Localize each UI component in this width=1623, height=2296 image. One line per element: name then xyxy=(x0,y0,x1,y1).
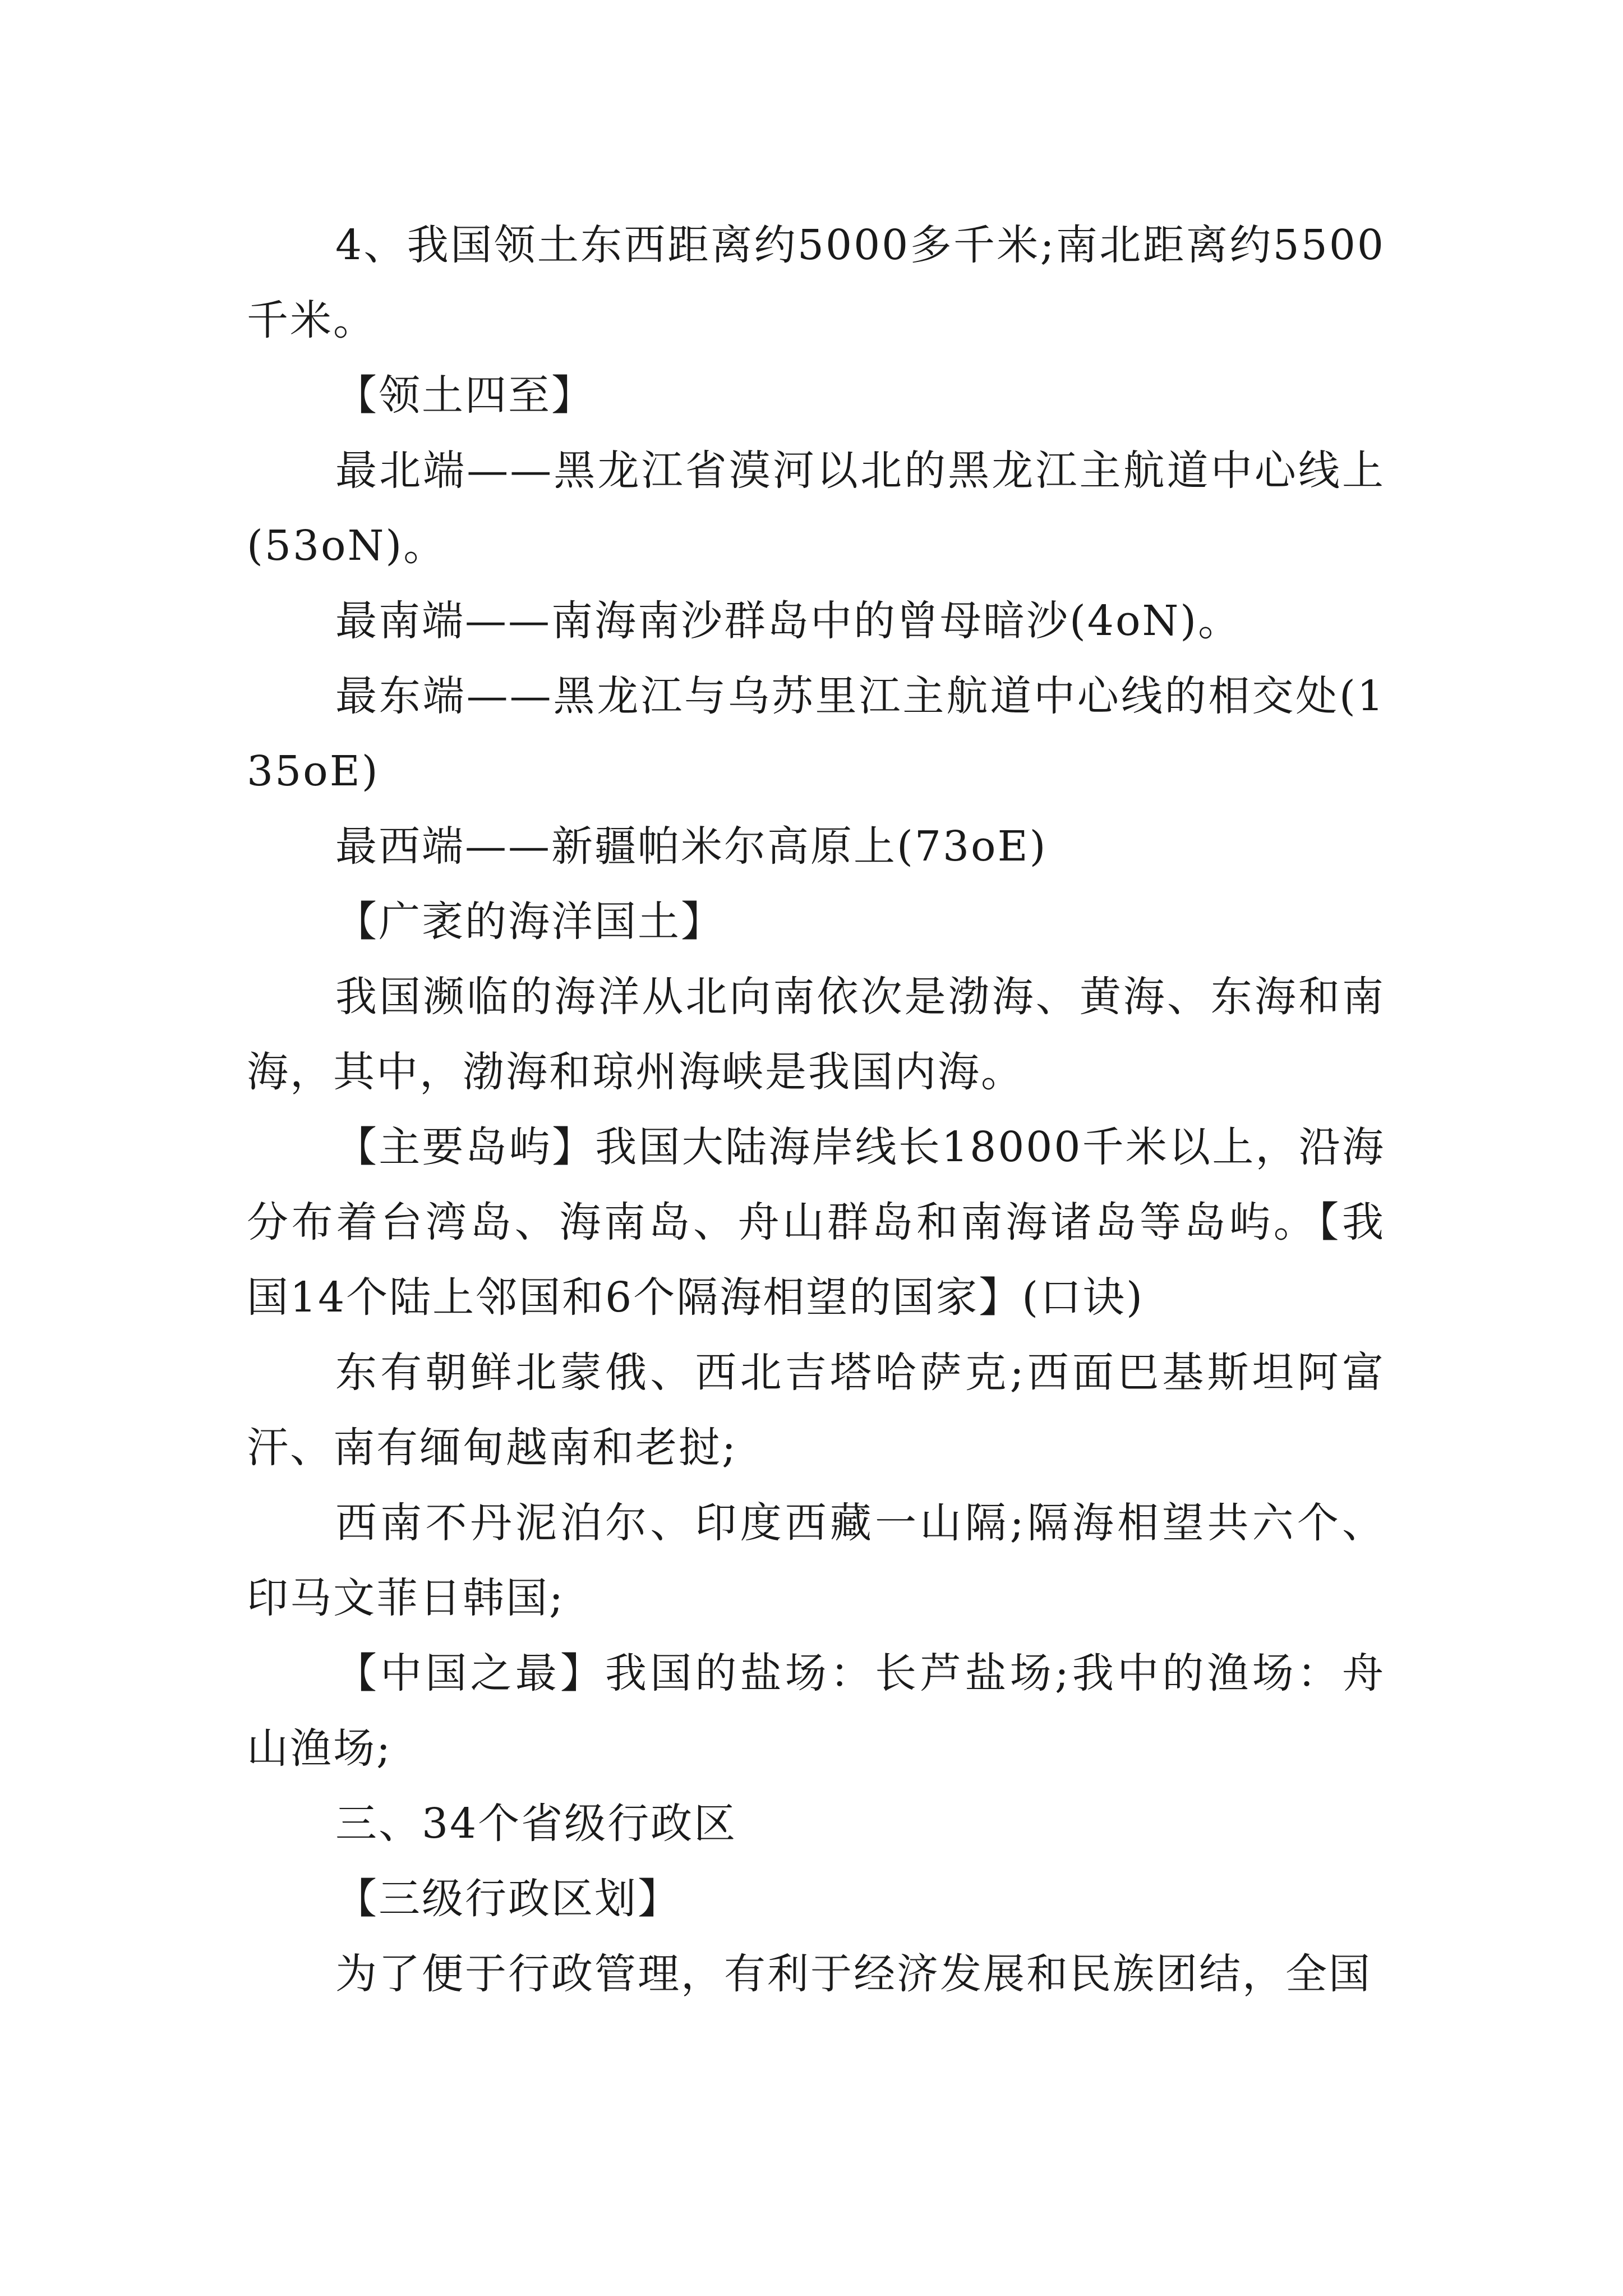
paragraph-southernmost: 最南端——南海南沙群岛中的曾母暗沙(4oN)。 xyxy=(335,597,1242,645)
heading-marine-territory: 【广袤的海洋国土】 xyxy=(335,898,724,946)
paragraph-seas: 我国濒临的海洋从北向南依次是渤海、黄海、东海和南海，其中，渤海和琼州海峡是我国内海。 xyxy=(247,973,1385,1096)
paragraph-territory-distance: 4、我国领土东西距离约5000多千米;南北距离约5500千米。 xyxy=(247,221,1385,344)
heading-three-level-divisions: 【三级行政区划】 xyxy=(335,1875,681,1923)
paragraph-neighbors-mnemonic-1: 东有朝鲜北蒙俄、西北吉塔哈萨克;西面巴基斯坦阿富汗、南有缅甸越南和老挝; xyxy=(247,1349,1385,1472)
paragraph-administrative-purpose: 为了便于行政管理，有利于经济发展和民族团结，全国 xyxy=(335,1950,1372,1998)
paragraph-main-islands: 【主要岛屿】我国大陆海岸线长18000千米以上，沿海分布着台湾岛、海南岛、舟山群岛和南海诸岛等岛屿。【我国14个陆上邻国和6个隔海相望的国家】(口诀) xyxy=(247,1123,1385,1322)
heading-provincial-regions: 三、34个省级行政区 xyxy=(335,1800,737,1848)
heading-territory-extremes: 【领土四至】 xyxy=(335,371,594,420)
paragraph-westernmost: 最西端——新疆帕米尔高原上(73oE) xyxy=(335,822,1048,871)
paragraph-neighbors-mnemonic-2: 西南不丹泥泊尔、印度西藏一山隔;隔海相望共六个、印马文菲日韩国; xyxy=(247,1499,1385,1622)
paragraph-northernmost: 最北端——黑龙江省漠河以北的黑龙江主航道中心线上(53oN)。 xyxy=(247,447,1385,570)
paragraph-easternmost: 最东端——黑龙江与乌苏里江主航道中心线的相交处(135oE) xyxy=(247,672,1385,795)
paragraph-china-records: 【中国之最】我国的盐场：长芦盐场;我中的渔场：舟山渔场; xyxy=(247,1649,1385,1773)
document-body xyxy=(247,208,1385,2012)
